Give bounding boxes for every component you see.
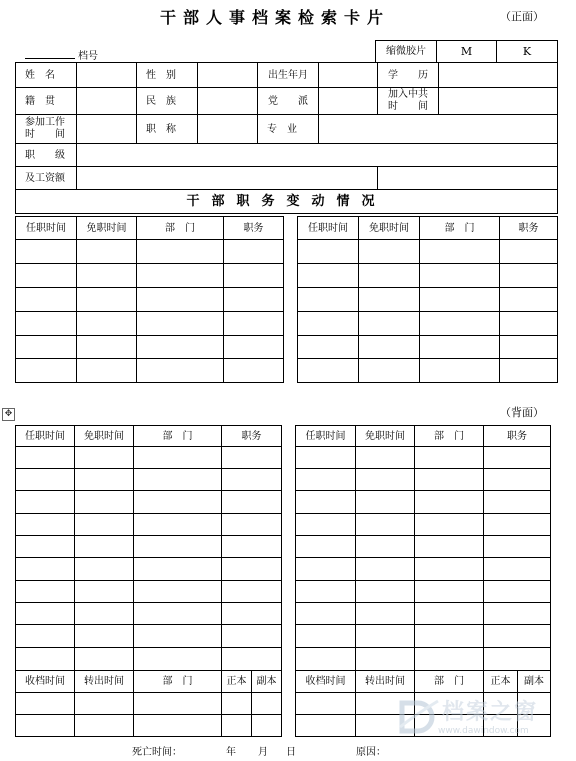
cell[interactable] (75, 469, 134, 491)
ethnic-value[interactable] (198, 88, 258, 115)
death-year-label: 年 (226, 747, 236, 758)
cell[interactable] (134, 625, 222, 648)
cell[interactable] (296, 514, 356, 536)
cell[interactable] (134, 491, 222, 514)
death-time-label: 死亡时间： (132, 747, 182, 758)
cell[interactable] (296, 447, 356, 469)
header-post: 职务 (224, 217, 284, 240)
back-position-table-left (15, 425, 282, 671)
cell[interactable] (16, 288, 77, 312)
cell[interactable] (224, 359, 284, 383)
cell[interactable] (298, 359, 359, 383)
death-month-label: 月 (258, 747, 268, 758)
cell[interactable] (296, 491, 356, 514)
name-value[interactable] (77, 63, 137, 88)
microfilm-m: M (437, 41, 497, 63)
microfilm-k: K (497, 41, 558, 63)
death-reason-label: 原因： (356, 747, 386, 758)
file-no-label: 档号 (78, 51, 98, 62)
cell[interactable] (484, 558, 551, 581)
header-copy: 副本 (252, 671, 282, 693)
header-copy: 副本 (518, 671, 551, 693)
header-receive: 收档时间 (296, 671, 356, 693)
cell[interactable] (224, 312, 284, 336)
join-cpc-label (378, 88, 439, 115)
archive-table-left (15, 670, 282, 737)
gender-label: 性 别 (137, 63, 198, 88)
cell[interactable] (75, 625, 134, 648)
cell[interactable] (500, 359, 558, 383)
salary-value[interactable] (77, 167, 378, 190)
cell[interactable] (484, 625, 551, 648)
cell[interactable] (500, 264, 558, 288)
header-transfer: 转出时间 (75, 671, 134, 693)
cell[interactable] (296, 625, 356, 648)
cell[interactable] (134, 581, 222, 603)
cell[interactable] (484, 491, 551, 514)
header-post: 职务 (500, 217, 558, 240)
cell[interactable] (224, 288, 284, 312)
cell[interactable] (415, 447, 484, 469)
cell[interactable] (134, 536, 222, 558)
cell[interactable] (356, 603, 415, 625)
header-dismiss: 免职时间 (75, 426, 134, 447)
cell[interactable] (137, 288, 224, 312)
cell[interactable] (134, 558, 222, 581)
cell[interactable] (16, 536, 75, 558)
cell[interactable] (296, 693, 356, 715)
cell[interactable] (359, 264, 420, 288)
cell[interactable] (484, 603, 551, 625)
cell[interactable] (222, 581, 282, 603)
cell[interactable] (77, 336, 137, 359)
basic-info-table (15, 62, 558, 214)
cell[interactable] (296, 715, 356, 737)
file-no-line (25, 58, 75, 59)
cell[interactable] (224, 264, 284, 288)
death-day-label: 日 (286, 747, 296, 758)
cell[interactable] (75, 491, 134, 514)
cell[interactable] (75, 715, 134, 737)
cell[interactable] (75, 536, 134, 558)
microfilm-label: 缩微胶片 (376, 41, 437, 63)
header-post: 职务 (484, 426, 551, 447)
cell[interactable] (296, 536, 356, 558)
watermark-logo (398, 693, 568, 743)
title-value[interactable] (198, 115, 258, 144)
front-position-table-right (297, 216, 558, 383)
cell[interactable] (415, 469, 484, 491)
header-appoint: 任职时间 (16, 217, 77, 240)
cell[interactable] (16, 447, 75, 469)
cell[interactable] (16, 558, 75, 581)
join-cpc-value[interactable] (439, 88, 558, 115)
cell[interactable] (16, 240, 77, 264)
cell[interactable] (415, 491, 484, 514)
cell[interactable] (16, 693, 75, 715)
cell[interactable] (75, 648, 134, 671)
cell[interactable] (16, 603, 75, 625)
cell[interactable] (16, 336, 77, 359)
cell[interactable] (415, 514, 484, 536)
cell[interactable] (484, 447, 551, 469)
cell[interactable] (16, 625, 75, 648)
cell[interactable] (500, 336, 558, 359)
cell[interactable] (77, 288, 137, 312)
cell[interactable] (359, 336, 420, 359)
cell[interactable] (296, 603, 356, 625)
cell[interactable] (222, 648, 282, 671)
rank-value[interactable] (77, 144, 558, 167)
table-move-handle-icon[interactable]: ✥ (2, 408, 15, 421)
education-value[interactable] (439, 63, 558, 88)
watermark-url: www.dawindow.com (438, 726, 529, 736)
cell[interactable] (484, 536, 551, 558)
cell[interactable] (356, 491, 415, 514)
cell[interactable] (222, 693, 252, 715)
education-label: 学 历 (378, 63, 439, 88)
cell[interactable] (356, 536, 415, 558)
native-label: 籍 贯 (16, 88, 77, 115)
cell[interactable] (137, 240, 224, 264)
cell[interactable] (16, 491, 75, 514)
title-label: 职 称 (137, 115, 198, 144)
cell[interactable] (137, 264, 224, 288)
cell[interactable] (420, 312, 500, 336)
cell[interactable] (16, 715, 75, 737)
cell[interactable] (298, 312, 359, 336)
cell[interactable] (75, 603, 134, 625)
section-title: 干部职务变动情况 (16, 190, 558, 214)
cell[interactable] (420, 336, 500, 359)
cell[interactable] (137, 312, 224, 336)
cell[interactable] (415, 625, 484, 648)
cell[interactable] (359, 240, 420, 264)
cell[interactable] (77, 359, 137, 383)
cell[interactable] (16, 581, 75, 603)
cell[interactable] (134, 693, 222, 715)
cell[interactable] (75, 581, 134, 603)
header-dept: 部 门 (415, 671, 484, 693)
major-value[interactable] (319, 115, 558, 144)
gender-value[interactable] (198, 63, 258, 88)
header-dismiss: 免职时间 (359, 217, 420, 240)
work-start-value[interactable] (77, 115, 137, 144)
birth-value[interactable] (319, 63, 378, 88)
header-dismiss: 免职时间 (356, 426, 415, 447)
salary-extra[interactable] (378, 167, 558, 190)
cell[interactable] (77, 240, 137, 264)
cell[interactable] (296, 469, 356, 491)
watermark-text: 档案之窗 (442, 700, 539, 725)
cell[interactable] (134, 469, 222, 491)
cell[interactable] (16, 264, 77, 288)
header-dept: 部 门 (420, 217, 500, 240)
cell[interactable] (298, 240, 359, 264)
cell[interactable] (252, 715, 282, 737)
cell[interactable] (500, 312, 558, 336)
cell[interactable] (359, 359, 420, 383)
cell[interactable] (415, 648, 484, 671)
salary-label: 及工资额 (16, 167, 77, 190)
name-label: 姓 名 (16, 63, 77, 88)
cell[interactable] (222, 491, 282, 514)
party-label: 党 派 (258, 88, 319, 115)
cell[interactable] (222, 536, 282, 558)
party-value[interactable] (319, 88, 378, 115)
cell[interactable] (137, 336, 224, 359)
header-dismiss: 免职时间 (77, 217, 137, 240)
cell[interactable] (420, 288, 500, 312)
cell[interactable] (222, 603, 282, 625)
cell[interactable] (356, 469, 415, 491)
cell[interactable] (484, 648, 551, 671)
header-dept: 部 门 (415, 426, 484, 447)
cell[interactable] (75, 558, 134, 581)
cell[interactable] (75, 514, 134, 536)
ethnic-label: 民 族 (137, 88, 198, 115)
header-dept: 部 门 (134, 671, 222, 693)
cell[interactable] (16, 514, 75, 536)
cell[interactable] (222, 715, 252, 737)
cell[interactable] (224, 336, 284, 359)
header-dept: 部 门 (134, 426, 222, 447)
cell[interactable] (359, 312, 420, 336)
header-receive: 收档时间 (16, 671, 75, 693)
work-start-label (16, 115, 77, 144)
cell[interactable] (356, 558, 415, 581)
cell[interactable] (222, 447, 282, 469)
cell[interactable] (356, 625, 415, 648)
card-title: 干部人事档案检索卡片 (160, 8, 391, 27)
header-appoint: 任职时间 (298, 217, 359, 240)
cell[interactable] (356, 447, 415, 469)
work-start-label-line1: 参加工作 (25, 117, 65, 128)
cell[interactable] (134, 514, 222, 536)
cell[interactable] (484, 514, 551, 536)
cell[interactable] (500, 288, 558, 312)
cell[interactable] (16, 359, 77, 383)
cell[interactable] (252, 693, 282, 715)
work-start-label-line2: 时 间 (25, 129, 65, 140)
cell[interactable] (298, 336, 359, 359)
cell[interactable] (134, 447, 222, 469)
cell[interactable] (356, 581, 415, 603)
cell[interactable] (222, 469, 282, 491)
microfilm-table (375, 40, 558, 63)
header-original: 正本 (222, 671, 252, 693)
cell[interactable] (77, 312, 137, 336)
cell[interactable] (296, 648, 356, 671)
header-original: 正本 (484, 671, 518, 693)
cell[interactable] (16, 312, 77, 336)
cell[interactable] (75, 447, 134, 469)
cell[interactable] (137, 359, 224, 383)
cell[interactable] (222, 625, 282, 648)
join-cpc-label-line1: 加入中共 (388, 89, 428, 100)
header-post: 职务 (222, 426, 282, 447)
cell[interactable] (415, 603, 484, 625)
join-cpc-label-line2: 时 间 (388, 101, 428, 112)
birth-label: 出生年月 (258, 63, 319, 88)
cell[interactable] (415, 558, 484, 581)
cell[interactable] (224, 240, 284, 264)
header-appoint: 任职时间 (296, 426, 356, 447)
back-position-table-right (295, 425, 551, 671)
cell[interactable] (484, 581, 551, 603)
cell[interactable] (134, 603, 222, 625)
cell[interactable] (356, 648, 415, 671)
cell[interactable] (75, 693, 134, 715)
cell[interactable] (296, 581, 356, 603)
cell[interactable] (359, 288, 420, 312)
watermark-d-icon (398, 697, 440, 737)
cell[interactable] (415, 536, 484, 558)
cell[interactable] (134, 648, 222, 671)
header-appoint: 任职时间 (16, 426, 75, 447)
cell[interactable] (415, 581, 484, 603)
major-label: 专 业 (258, 115, 319, 144)
cell[interactable] (16, 469, 75, 491)
cell[interactable] (16, 648, 75, 671)
front-side-label: （正面） (500, 10, 544, 23)
cell[interactable] (420, 359, 500, 383)
cell[interactable] (77, 264, 137, 288)
cell[interactable] (298, 264, 359, 288)
cell[interactable] (222, 514, 282, 536)
rank-label: 职 级 (16, 144, 77, 167)
cell[interactable] (296, 558, 356, 581)
cell[interactable] (484, 469, 551, 491)
cell[interactable] (222, 558, 282, 581)
cell[interactable] (298, 288, 359, 312)
header-transfer: 转出时间 (356, 671, 415, 693)
native-value[interactable] (77, 88, 137, 115)
cell[interactable] (420, 264, 500, 288)
back-side-label: （背面） (500, 406, 544, 419)
cell[interactable] (134, 715, 222, 737)
cell[interactable] (420, 240, 500, 264)
cell[interactable] (356, 514, 415, 536)
cell[interactable] (500, 240, 558, 264)
header-dept: 部 门 (137, 217, 224, 240)
front-position-table-left (15, 216, 284, 383)
